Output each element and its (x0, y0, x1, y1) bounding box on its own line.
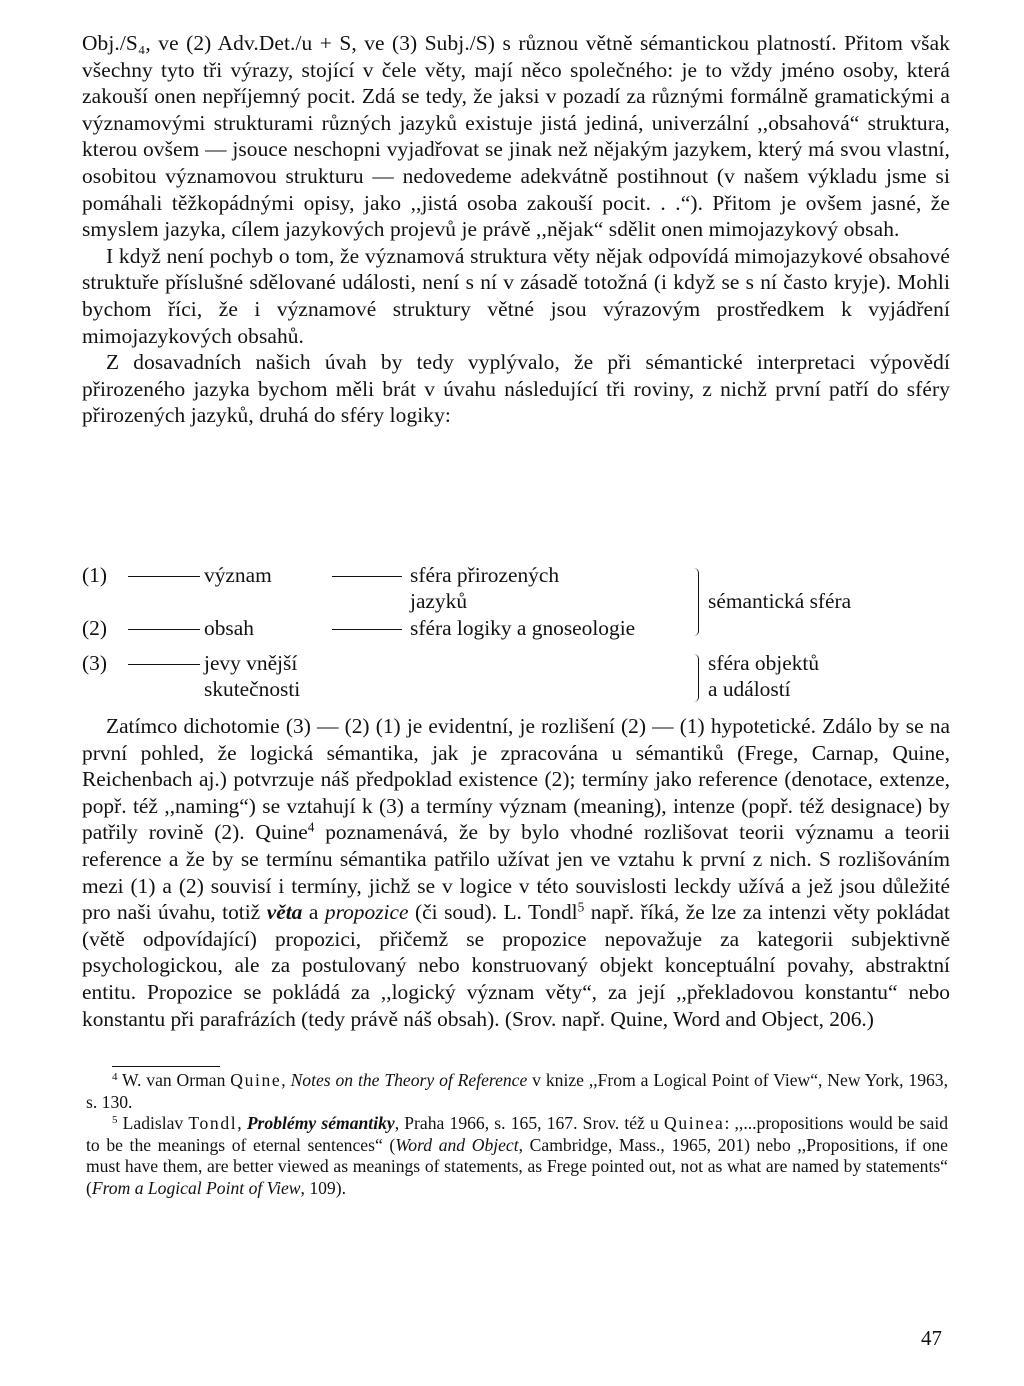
footnote-5-author: Tondl (188, 1113, 238, 1134)
paragraph-1: Obj./S₄, ve (2) Adv.Det./u + S, ve (3) Subj./S) s různou větně sémantickou platností. Přitom však všechny tyto tři výrazy, stojící v čele věty, mají něco společného: je to vždy jméno osoby, která zakouší onen nepříjemný pocit. Zdá se tedy, že jaksi v pozadí za různými formálně gramatickými a významovými strukturami různých jazyků existuje jistá jediná, univerzální ,,obsahová“ struktura, kterou ovšem — jsouce neschopni vyjadřovat se jinak než nějakým jazykem, který má svou vlastní, osobitou významovou strukturu — nedovedeme adekvátně postihnout (v našem výkladu jsme si pomáhali těžkopádnými opisy, jako ,,jistá osoba zakouší pocit. . .“). Přitom je ovšem jasné, že smyslem jazyka, cílem jazykových projevů je právě ,,nějak“ sdělit onen mimojazykový obsah. (82, 31, 950, 242)
level-1-sphere-cont: jazyků (410, 589, 468, 613)
objects-sphere-label-cont: a událostí (708, 677, 791, 701)
paragraph-3: Z dosavadních našich úvah by tedy vyplývalo, že při sémantické interpretaci výpovědí přirozeného jazyka bychom měli brát v úvahu následující tři roviny, z nichž první patří do sféry přirozených jazyků, druhá do sféry logiky: (82, 350, 950, 428)
main-text-continued (82, 713, 950, 1032)
level-1-number: (1) (82, 563, 107, 587)
paragraph-2: I když není pochyb o tom, že významová struktura věty nějak odpovídá mimojazykové obsahové struktuře příslušné sdělované události, není s ní v zásadě totožná (i když se s ní často kryje). Mohli bychom říci, že i významové struktury větné jsou výrazovým prostředkem k vyjádření mimojazykových obsahů. (82, 243, 950, 348)
level-1-dash-a (128, 576, 200, 577)
footnote-ref-4: 4 (307, 820, 315, 836)
paragraph-4: Zatímco dichotomie (3) — (2) (1) je evidentní, je rozlišení (2) — (1) hypotetické. Zdálo by se na první pohled, že logická sémantika, jak je zpracována u sémantiků (Frege, Carnap, Quine, Reichenbach aj.) potvrzuje náš předpoklad existence (2); termíny jako reference (denotace, extenze, popř. též ,,naming“) se vztahují k (3) a termíny význam (meaning), intenze (popř. též designace) by patřily rovině (2). Quine$^4$ poznamenává, že by bylo vhodné rozlišovat teorii významu a teorii reference a že by se termínu sémantika patřilo užívat jen ve vztahu k první z nich. S rozlišováním mezi (1) a (2) souvisí i termíny, jichž se v logice v této souvislosti leckdy užívá a jež jsou důležité pro naši úvahu, totiž věta a propozice (či soud). L. Tondl$^5$ např. říká, že lze za intenzi věty pokládat (větě odpovídající) propozici, přičemž se propozice nepovažuje za kategorii subjektivně psychologickou, ale za postulovaný nebo konstruovaný objekt konceptuální povahy, abstraktní entitu. Propozice se pokládá za ,,logický význam věty“, za její ,,překladovou konstantu“ nebo konstantu při parafrázích (tedy právě náš obsah). (Srov. např. Quine, Word and Object, 206.) (82, 714, 951, 1031)
footnote-5-title3: From a Logical Point of View (91, 1177, 301, 1198)
level-3-dash (128, 664, 200, 665)
semantic-levels-scheme (82, 562, 950, 707)
footnote-5: $^5$ Ladislav Tondl, Problémy sémantiky, Praha 1966, s. 165, 167. Srov. též u Quinea: ,,...propositions would be said to be the meanings of eternal sentences“ (Word and Object, Cambridge, Mass., 1965, 201) nebo ,,Propositions, if one must have them, are better viewed as meanings of statements, as Frege pointed out, not as what are named by statements“ (From a Logical Point of View, 109). (86, 1113, 949, 1198)
footnote-ref-5: 5 (577, 899, 585, 915)
level-1-sphere: sféra přirozených (410, 563, 560, 587)
brace-objects (692, 654, 699, 702)
page-number: 47 (921, 1326, 942, 1350)
level-2-number: (2) (82, 616, 107, 640)
level-2-term: obsah (204, 616, 254, 640)
level-3-term: jevy vnější (204, 651, 298, 675)
main-text (82, 30, 950, 429)
footnote-4-author: Quine (230, 1070, 282, 1090)
level-2-sphere: sféra logiky a gnoseologie (410, 616, 636, 640)
level-3-term-cont: skutečnosti (204, 677, 301, 701)
footnote-4: $^4$ W. van Orman Quine, Notes on the Theory of Reference v knize ,,From a Logical Point of View“, New York, 1963, s. 130. (86, 1070, 948, 1112)
footnotes (86, 1070, 948, 1200)
level-3-number: (3) (82, 651, 107, 675)
level-2-dash-a (128, 629, 200, 630)
footnote-separator (112, 1066, 220, 1067)
footnote-4-title: Notes on the Theory of Reference (290, 1070, 528, 1090)
term-propozice: propozice (324, 900, 409, 925)
semantic-sphere-label: sémantická sféra (708, 589, 852, 613)
footnote-5-title2: Word and Object (395, 1134, 519, 1155)
footnote-5-author2: Quinea (664, 1113, 725, 1134)
level-1-dash-b (332, 576, 402, 577)
objects-sphere-label: sféra objektů (708, 651, 820, 675)
brace-semantic (692, 568, 699, 636)
level-1-term: význam (204, 563, 272, 587)
footnote-5-title: Problémy sémantiky (246, 1113, 395, 1134)
term-veta: věta (266, 900, 303, 925)
level-2-dash-b (332, 629, 402, 630)
